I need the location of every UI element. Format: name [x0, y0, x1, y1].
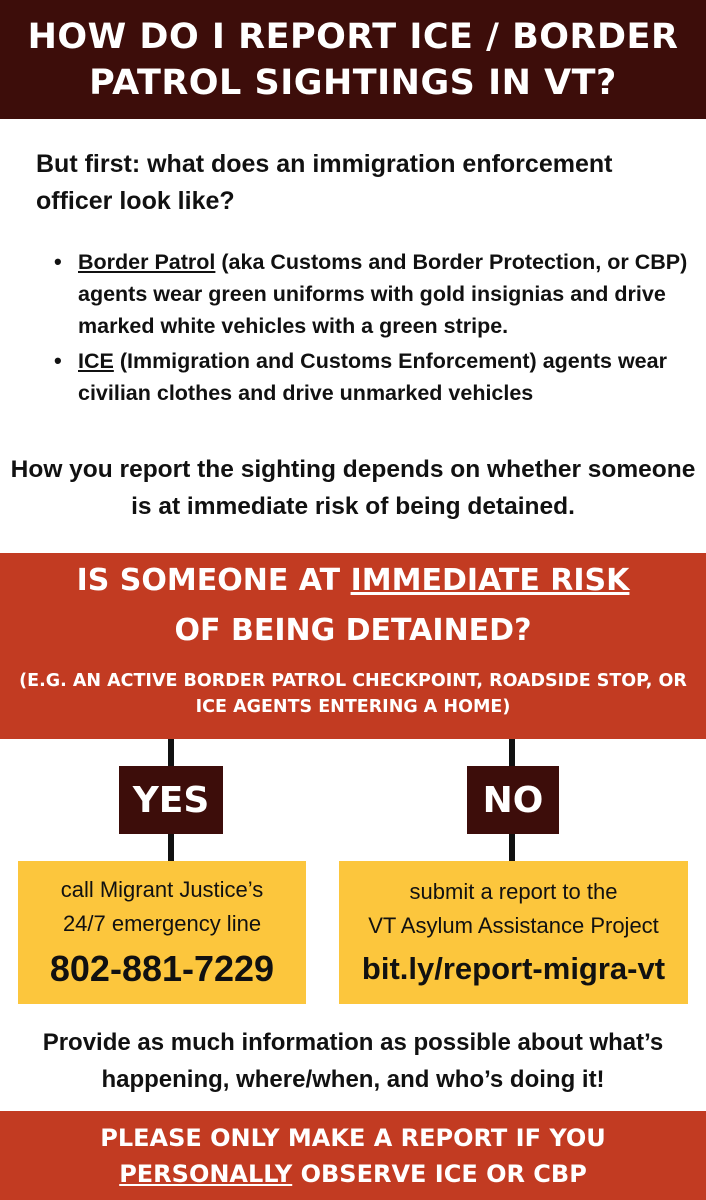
yes-card-line-2: 24/7 emergency line [62, 910, 262, 936]
no-connector-bottom [509, 833, 515, 861]
no-card-line-2: VT Asylum Assistance Project [368, 912, 659, 938]
officer-description-list [50, 246, 690, 412]
risk-title-pre: IS SOMEONE AT [76, 563, 351, 598]
risk-question [0, 553, 706, 656]
emergency-phone-number[interactable]: 802-881-7229 [49, 947, 275, 989]
header-banner [0, 0, 706, 119]
no-card [339, 861, 688, 1004]
description-ice: (Immigration and Customs Enforcement) agents wear civilian clothes and drive unmarked vehicles [78, 349, 667, 405]
page-title [28, 14, 679, 106]
no-label-box [467, 766, 559, 834]
yes-label: YES [132, 779, 210, 821]
footer-banner [0, 1111, 706, 1200]
yes-connector-bottom [168, 833, 174, 861]
immediate-risk-banner [0, 553, 706, 739]
title-line-2: PATROL SIGHTINGS IN VT? [89, 62, 617, 103]
yes-card-line-1: call Migrant Justice’s [60, 876, 264, 902]
description-border-patrol: (aka Customs and Border Protection, or CBP) agents wear green uniforms with gold insignias and drive marked white vehicles with a green stripe. [78, 250, 688, 338]
footer-line-2: OBSERVE ICE OR CBP [292, 1159, 587, 1188]
title-line-1: HOW DO I REPORT ICE / BORDER [27, 16, 679, 57]
intro-question: But first: what does an immigration enforcement officer look like? [36, 150, 613, 215]
term-border-patrol: Border Patrol [78, 250, 216, 274]
footer-underlined: PERSONALLY [119, 1159, 293, 1188]
risk-title-post: OF BEING DETAINED? [174, 613, 532, 648]
risk-title-underlined: IMMEDIATE RISK [350, 563, 630, 598]
no-connector-top [509, 739, 515, 767]
depends-statement: How you report the sighting depends on whether someone is at immediate risk of being detained. [10, 456, 696, 520]
provide-info-text: Provide as much information as possible about what’s happening, where/when, and who’s doing it! [42, 1029, 664, 1093]
footer-line-1: PLEASE ONLY MAKE A REPORT IF YOU [100, 1123, 606, 1152]
list-item-ice [50, 345, 690, 409]
footer-notice [100, 1120, 606, 1192]
term-ice: ICE [78, 349, 114, 373]
bullet-icon: • [54, 348, 62, 373]
yes-connector-top [168, 739, 174, 767]
report-link[interactable]: bit.ly/report-migra-vt [361, 950, 666, 986]
risk-example: (E.G. AN ACTIVE BORDER PATROL CHECKPOINT, ROADSIDE STOP, OR ICE AGENTS ENTERING A HOME) [19, 671, 687, 717]
no-card-line-1: submit a report to the [409, 878, 618, 904]
yes-label-box [119, 766, 223, 834]
bullet-icon: • [54, 249, 62, 274]
no-label: NO [482, 779, 544, 821]
list-item-border-patrol [50, 246, 690, 342]
yes-card [18, 861, 306, 1004]
